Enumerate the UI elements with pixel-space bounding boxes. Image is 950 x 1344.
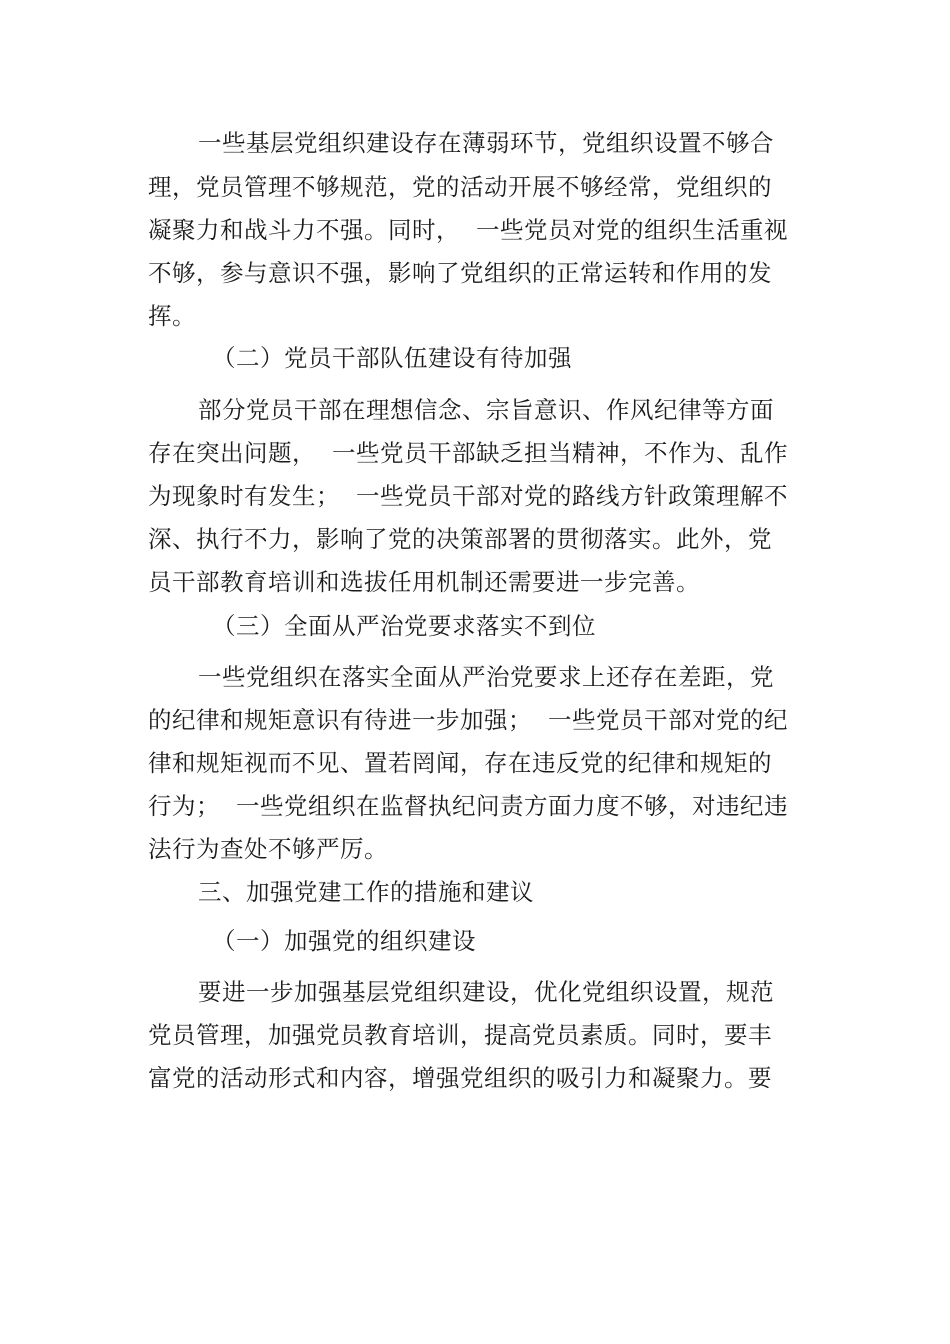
paragraph-line: 富党的活动形式和内容，增强党组织的吸引力和凝聚力。要: [148, 1064, 772, 1092]
section-heading: （二）党员干部队伍建设有待加强: [212, 344, 572, 372]
paragraph-line: 挥。: [148, 302, 196, 330]
paragraph-line: 不够，参与意识不强，影响了党组织的正常运转和作用的发: [148, 259, 772, 287]
paragraph-line: 员干部教育培训和选拔任用机制还需要进一步完善。: [148, 568, 700, 596]
paragraph-line: 一些党组织在落实全面从严治党要求上还存在差距，党: [198, 663, 774, 691]
section-heading: （一）加强党的组织建设: [212, 927, 476, 955]
paragraph-line: 律和规矩视而不见、置若罔闻，存在违反党的纪律和规矩的: [148, 749, 772, 777]
paragraph-line: 的纪律和规矩意识有待进一步加强； 一些党员干部对党的纪: [148, 706, 788, 734]
paragraph-line: 要进一步加强基层党组织建设，优化党组织设置，规范: [198, 978, 774, 1006]
paragraph-line: 法行为查处不够严厉。: [148, 835, 388, 863]
paragraph-line: 党员管理，加强党员教育培训，提高党员素质。同时，要丰: [148, 1021, 772, 1049]
section-heading: （三）全面从严治党要求落实不到位: [212, 612, 596, 640]
paragraph-line: 部分党员干部在理想信念、宗旨意识、作风纪律等方面: [198, 396, 774, 424]
paragraph-line: 行为； 一些党组织在监督执纪问责方面力度不够，对违纪违: [148, 792, 788, 820]
paragraph-line: 存在突出问题， 一些党员干部缺乏担当精神，不作为、乱作: [148, 439, 788, 467]
chapter-heading: 三、加强党建工作的措施和建议: [198, 878, 534, 906]
paragraph-line: 为现象时有发生； 一些党员干部对党的路线方针政策理解不: [148, 482, 788, 510]
paragraph-line: 深、执行不力，影响了党的决策部署的贯彻落实。此外，党: [148, 525, 772, 553]
paragraph-line: 理，党员管理不够规范，党的活动开展不够经常，党组织的: [148, 173, 772, 201]
paragraph-line: 一些基层党组织建设存在薄弱环节，党组织设置不够合: [198, 129, 774, 157]
paragraph-line: 凝聚力和战斗力不强。同时， 一些党员对党的组织生活重视: [148, 216, 788, 244]
